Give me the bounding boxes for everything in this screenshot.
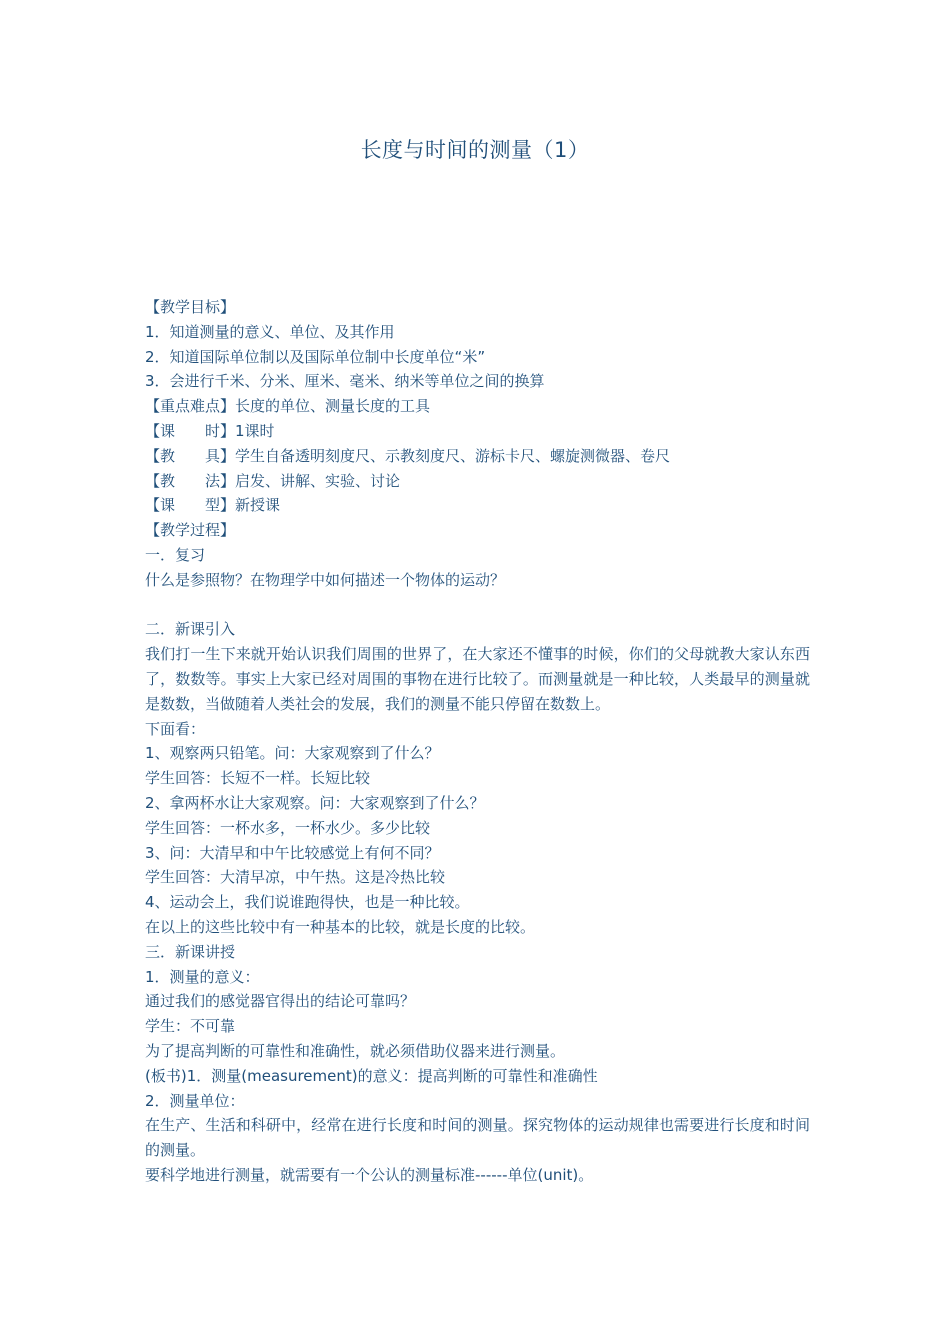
subsection-introduction: 二．新课引入 xyxy=(145,620,236,639)
instrument-statement: 为了提高判断的可靠性和准确性，就必须借助仪器来进行测量。 xyxy=(145,1041,566,1060)
observation-item-1: 1、观察两只铅笔。问：大家观察到了什么？ xyxy=(145,744,440,763)
subsection-new-lesson: 三．新课讲授 xyxy=(145,942,236,961)
unit-standard-statement: 要科学地进行测量，就需要有一个公认的测量标准------单位(unit)。 xyxy=(145,1165,594,1184)
student-reply: 学生：不可靠 xyxy=(145,1017,236,1036)
introduction-paragraph: 我们打一生下来就开始认识我们周围的世界了，在大家还不懂事的时候，你们的父母就教大家认东西了，数数等。事实上大家已经对周围的事物在进行比较了。而测量就是一种比较，人类最早的测量就是数数，当做随着人类社会的发展，我们的测量不能只停留在数数上。 xyxy=(145,645,810,713)
measurement-meaning-heading: 1．测量的意义： xyxy=(145,967,260,986)
board-note-measurement: (板书)1．测量(measurement)的意义：提高判断的可靠性和准确性 xyxy=(145,1066,598,1085)
subsection-review: 一．复习 xyxy=(145,545,206,564)
student-answer-1: 学生回答：长短不一样。长短比较 xyxy=(145,769,371,788)
comparison-summary: 在以上的这些比较中有一种基本的比较，就是长度的比较。 xyxy=(145,917,536,936)
senses-question: 通过我们的感觉器官得出的结论可靠吗？ xyxy=(145,992,416,1011)
student-answer-2: 学生回答：一杯水多，一杯水少。多少比较 xyxy=(145,818,431,837)
class-hours: 【课 时】1课时 xyxy=(145,421,275,440)
goal-item-1: 1．知道测量的意义、单位、及其作用 xyxy=(145,322,395,341)
blank-line xyxy=(145,593,810,618)
observation-prompt: 下面看： xyxy=(145,719,206,738)
goal-item-2: 2．知道国际单位制以及国际单位制中长度单位“米” xyxy=(145,347,486,366)
teaching-aids: 【教 具】学生自备透明刻度尺、示教刻度尺、游标卡尺、螺旋测微器、卷尺 xyxy=(145,446,671,465)
student-answer-3: 学生回答：大清早凉，中午热。这是冷热比较 xyxy=(145,868,446,887)
lesson-type: 【课 型】新授课 xyxy=(145,496,281,515)
section-heading-teaching-process: 【教学过程】 xyxy=(145,521,236,540)
document-title: 长度与时间的测量（1） xyxy=(360,138,590,162)
observation-item-2: 2、拿两杯水让大家观察。问：大家观察到了什么？ xyxy=(145,793,485,812)
production-research-paragraph: 在生产、生活和科研中，经常在进行长度和时间的测量。探究物体的运动规律也需要进行长度和时间的测量。 xyxy=(145,1116,810,1160)
document-body xyxy=(145,295,810,1188)
observation-item-4: 4、运动会上，我们说谁跑得快，也是一种比较。 xyxy=(145,893,470,912)
measurement-unit-heading: 2．测量单位： xyxy=(145,1091,245,1110)
review-question: 什么是参照物？在物理学中如何描述一个物体的运动？ xyxy=(145,570,506,589)
goal-item-3: 3．会进行千米、分米、厘米、毫米、纳米等单位之间的换算 xyxy=(145,372,545,391)
section-heading-teaching-goals: 【教学目标】 xyxy=(145,298,236,316)
key-difficulties: 【重点难点】长度的单位、测量长度的工具 xyxy=(145,397,431,416)
teaching-methods: 【教 法】启发、讲解、实验、讨论 xyxy=(145,471,401,490)
observation-item-3: 3、问：大清早和中午比较感觉上有何不同？ xyxy=(145,843,440,862)
